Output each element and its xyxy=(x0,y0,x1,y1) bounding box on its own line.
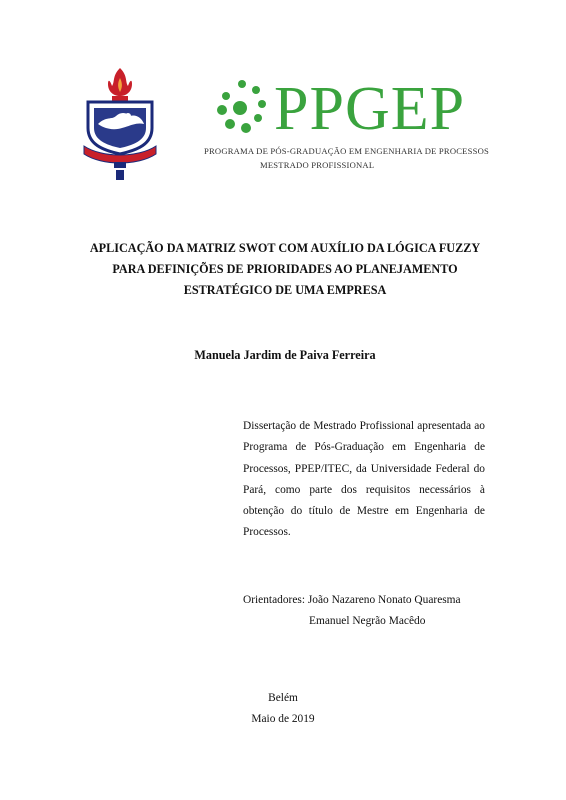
title-line-1: APLICAÇÃO DA MATRIZ SWOT COM AUXÍLIO DA LÓGICA FUZZY xyxy=(89,241,481,255)
place: Belém xyxy=(268,692,298,704)
ufpa-seal-icon xyxy=(82,66,158,182)
date: Maio de 2019 xyxy=(251,713,315,725)
ppgep-wordmark: PPGEP xyxy=(274,75,466,143)
title-line-2: PARA DEFINIÇÕES DE PRIORIDADES AO PLANEJAMENTO xyxy=(112,262,458,276)
ppgep-subtitle-2: MESTRADO PROFISSIONAL xyxy=(260,160,375,170)
ppgep-subtitle: PROGRAMA DE PÓS-GRADUAÇÃO EM ENGENHARIA DE PROCESSOS xyxy=(204,146,489,156)
place-date xyxy=(200,688,366,730)
dissertation-note: Dissertação de Mestrado Profissional apresentada ao Programa de Pós-Graduação em Engenharia de Processos, PPEP/ITEC, da Universidade Federal do Pará, como parte dos requisitos necessários à obtenção do título de Mestre em Engenharia de Processos. xyxy=(243,420,485,539)
title-line-3: ESTRATÉGICO DE UMA EMPRESA xyxy=(183,283,387,297)
document-title xyxy=(60,238,510,301)
advisor-line-1: Orientadores: João Nazareno Nonato Quaresma xyxy=(243,594,461,606)
advisor-line-2: Emanuel Negrão Macêdo xyxy=(309,615,426,627)
advisors xyxy=(243,590,493,632)
author-name: Manuela Jardim de Paiva Ferreira xyxy=(194,348,376,362)
ppgep-dots-icon xyxy=(212,76,274,144)
ppgep-logo xyxy=(204,75,492,176)
